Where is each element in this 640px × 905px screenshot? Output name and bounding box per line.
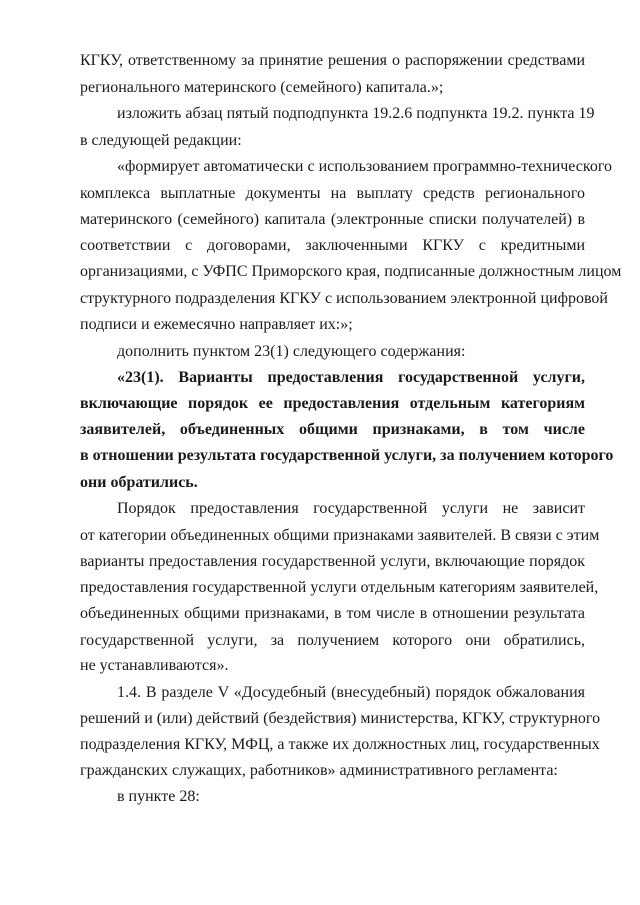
text-line: структурного подразделения КГКУ с использованием электронной цифровой <box>80 290 608 307</box>
text-line: государственной услуги, за получением которого они обратились, <box>80 632 585 649</box>
text-line: организациями, с УФПС Приморского края, подписанные должностным лицом <box>80 263 622 280</box>
text-line: решений и (или) действий (бездействия) министерства, КГКУ, структурного <box>80 710 601 727</box>
text-line: «23(1). Варианты предоставления государственной услуги, <box>117 369 585 386</box>
text-line: в пункте 28: <box>117 788 200 805</box>
text-line: материнского (семейного) капитала (электронные списки получателей) в <box>80 211 585 228</box>
text-line: они обратились. <box>80 474 198 491</box>
text-line: гражданских служащих, работников» административного регламента: <box>80 762 558 779</box>
text-line: регионального материнского (семейного) капитала.»; <box>80 79 444 96</box>
text-line: в следующей редакции: <box>80 132 242 149</box>
text-line: соответствии с договорами, заключенными КГКУ с кредитными <box>80 237 585 254</box>
text-line: от категории объединенных общими признаками заявителей. В связи с этим <box>80 527 600 544</box>
text-line: комплекса выплатные документы на выплату средств регионального <box>80 185 585 202</box>
text-line: не устанавливаются». <box>80 657 229 674</box>
text-line: включающие порядок ее предоставления отдельным категориям <box>80 395 585 412</box>
text-line: КГКУ, ответственному за принятие решения о распоряжении средствами <box>80 52 585 69</box>
text-line: варианты предоставления государственной услуги, включающие порядок <box>80 553 585 570</box>
text-line: «формирует автоматически с использованием программно-технического <box>117 158 613 175</box>
text-line: заявителей, объединенных общими признаками, в том числе <box>80 421 585 438</box>
text-line: изложить абзац пятый подподпункта 19.2.6 подпункта 19.2. пункта 19 <box>117 105 595 122</box>
text-line: дополнить пунктом 23(1) следующего содержания: <box>117 343 466 360</box>
text-line: 1.4. В разделе V «Досудебный (внесудебный) порядок обжалования <box>117 684 585 701</box>
text-line: подписи и ежемесячно направляет их:»; <box>80 316 353 333</box>
text-line: в отношении результата государственной услуги, за получением которого <box>80 447 614 464</box>
text-line: Порядок предоставления государственной услуги не зависит <box>117 500 585 517</box>
text-line: объединенных общими признаками, в том числе в отношении результата <box>80 605 585 622</box>
text-line: подразделения КГКУ, МФЦ, а также их должностных лиц, государственных <box>80 736 600 753</box>
text-line: предоставления государственной услуги отдельным категориям заявителей, <box>80 579 599 596</box>
